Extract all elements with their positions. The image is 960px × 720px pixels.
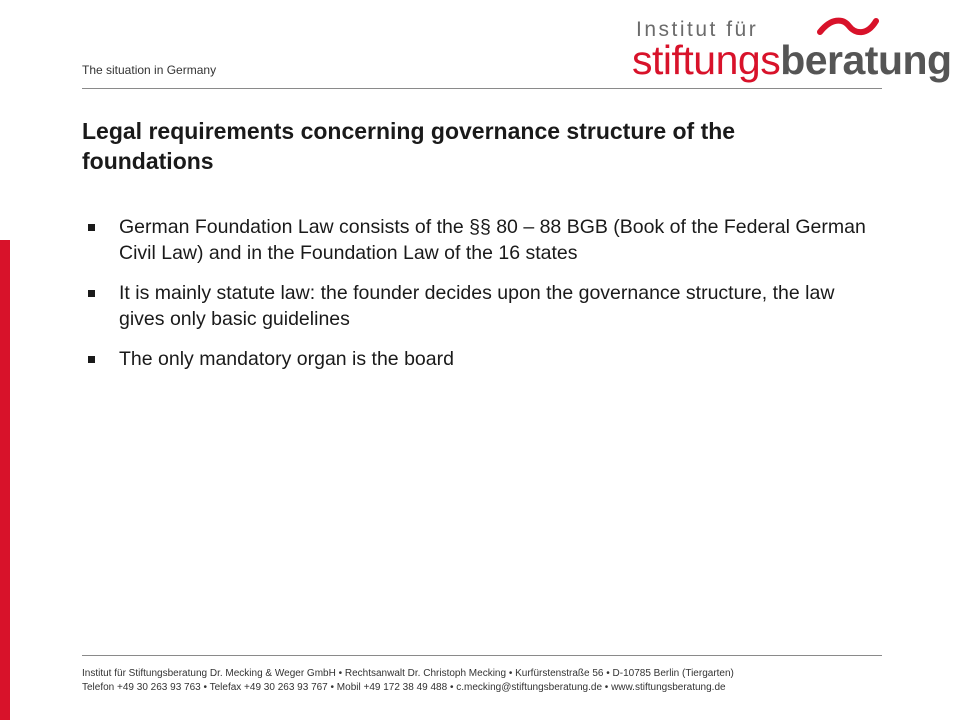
tilde-swoosh-icon <box>817 16 879 38</box>
side-accent-bar <box>0 240 10 720</box>
header-divider <box>82 88 882 89</box>
slide-title: Legal requirements concerning governance structure of the foundations <box>82 118 736 174</box>
bullet-item <box>82 346 882 372</box>
bullet-text: German Foundation Law consists of the §§ 80 – 88 BGB (Book of the Federal German Civil Law) and in the Foundation Law of the 16 states <box>119 216 866 264</box>
square-bullet-icon <box>88 224 95 231</box>
bullet-text: It is mainly statute law: the founder decides upon the governance structure, the law gives only basic guidelines <box>119 282 835 330</box>
square-bullet-icon <box>88 290 95 297</box>
logo <box>630 12 952 86</box>
logo-line1: Institut für <box>636 18 759 41</box>
bullet-text: The only mandatory organ is the board <box>119 348 454 370</box>
bullet-item <box>82 214 882 266</box>
square-bullet-icon <box>88 356 95 363</box>
logo-wordmark-light: stiftungs <box>632 37 781 83</box>
bullet-list <box>82 214 882 386</box>
bullet-item <box>82 280 882 332</box>
logo-wordmark <box>632 37 952 83</box>
footer <box>82 667 882 695</box>
footer-contact-line: Telefon +49 30 263 93 763 • Telefax +49 30 263 93 767 • Mobil +49 172 38 49 488 • c.mecking@stiftungsberatung.de • www.stiftungsberatung.de <box>82 682 726 693</box>
footer-divider <box>82 655 882 656</box>
section-label: The situation in Germany <box>82 63 217 77</box>
logo-wordmark-bold: beratung <box>780 37 952 83</box>
footer-address-line: Institut für Stiftungsberatung Dr. Mecking & Weger GmbH • Rechtsanwalt Dr. Christoph Mecking • Kurfürstenstraße 56 • D-10785 Berlin (Tiergarten) <box>82 668 734 679</box>
